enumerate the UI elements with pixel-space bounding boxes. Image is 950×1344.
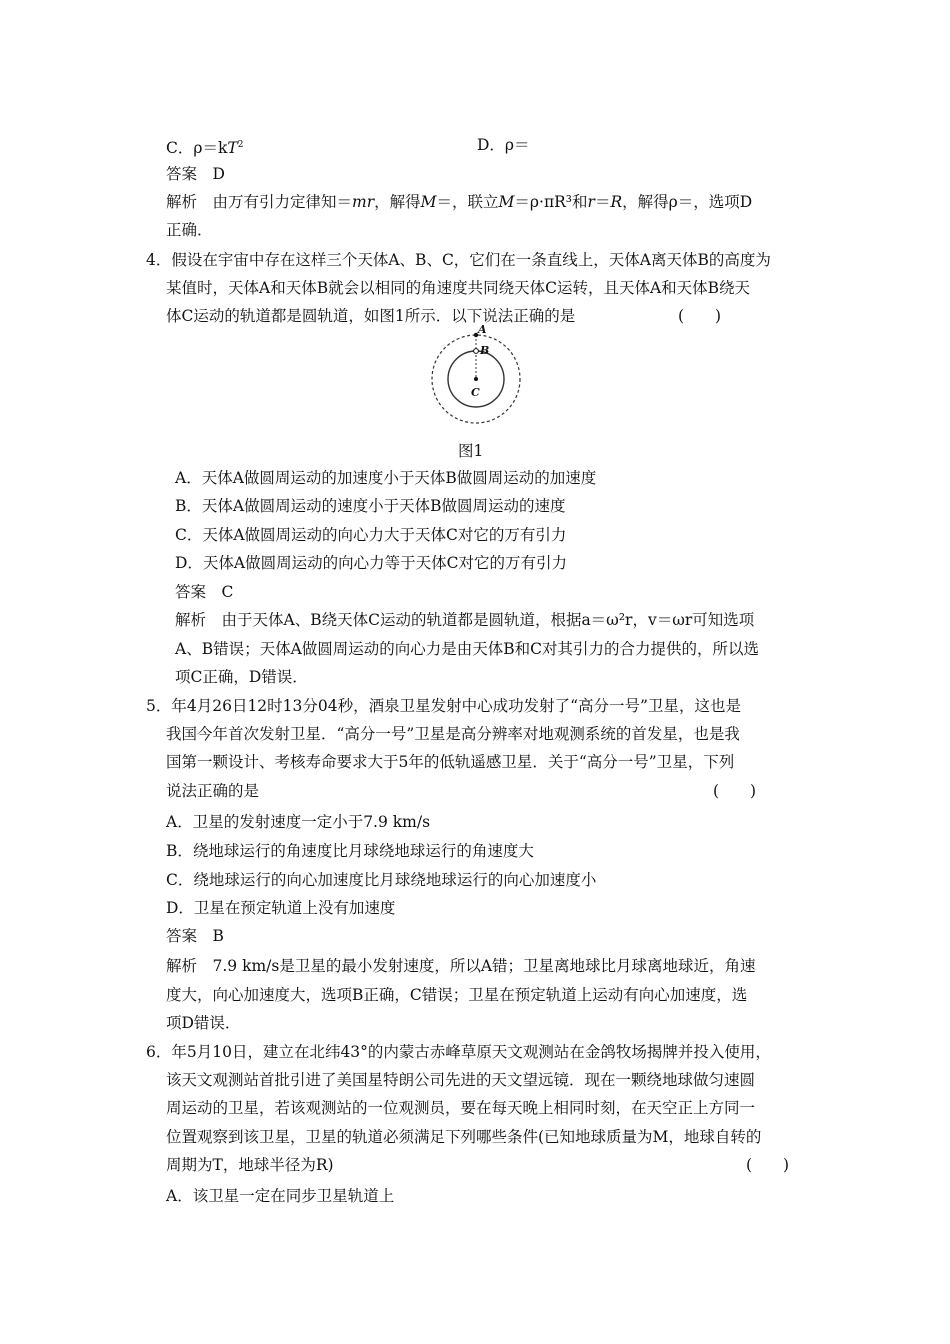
q4-stem-line3: 体C运动的轨道都是圆轨道，如图1所示．以下说法正确的是 bbox=[166, 307, 576, 325]
q5-stem-line4: 说法正确的是 bbox=[166, 782, 260, 800]
q4-stem-line2: 某值时，天体A和天体B就会以相同的角速度共同绕天体C运转，且天体A和天体B绕天 bbox=[166, 279, 751, 297]
q3-option-d: D．ρ＝ bbox=[477, 136, 530, 154]
q3-explanation-line1: 解析 由万有引力定律知＝mr，解得M＝，联立M＝ρ·πR³和r＝R，解得ρ＝，选项D bbox=[166, 193, 753, 211]
q4-stem-line1: 4．假设在宇宙中存在这样三个天体A、B、C，它们在一条直线上，天体A离天体B的高度为 bbox=[146, 251, 771, 269]
q5-explanation-line2: 度大，向心加速度大，选项B正确，C错误；卫星在预定轨道上运动有向心加速度，选 bbox=[166, 986, 748, 1004]
q3-answer: 答案 D bbox=[166, 165, 225, 183]
q5-stem-line3: 国第一颗设计、考核寿命要求大于5年的低轨遥感卫星．关于“高分一号”卫星，下列 bbox=[166, 753, 735, 771]
q5-stem-line1: 5．年4月26日12时13分04秒，酒泉卫星发射中心成功发射了“高分一号”卫星，这也是 bbox=[146, 697, 741, 715]
q4-explanation-line3: 项C正确，D错误． bbox=[175, 668, 308, 686]
q6-stem-line5: 周期为T，地球半径为R) bbox=[166, 1156, 334, 1174]
label-a: A bbox=[478, 324, 487, 336]
q4-answer: 答案 C bbox=[175, 583, 234, 601]
q5-explanation-line1: 解析 7.9 km/s是卫星的最小发射速度，所以A错；卫星离地球比月球离地球近，角速 bbox=[166, 957, 756, 975]
q3-explanation-line2: 正确． bbox=[166, 221, 213, 239]
q6-stem-line3: 周运动的卫星，若该观测站的一位观测员，要在每天晚上相同时刻，在天空正上方同一 bbox=[166, 1099, 756, 1117]
q4-option-a: A．天体A做圆周运动的加速度小于天体B做圆周运动的加速度 bbox=[175, 469, 597, 487]
q4-figure-orbits bbox=[426, 324, 526, 430]
q5-answer-bracket: ( ) bbox=[713, 782, 757, 800]
q4-answer-bracket: ( ) bbox=[678, 307, 722, 325]
q4-explanation-line2: A、B错误；天体A做圆周运动的向心力是由天体B和C对其引力的合力提供的，所以选 bbox=[175, 640, 760, 658]
q4-option-b: B．天体A做圆周运动的速度小于天体B做圆周运动的速度 bbox=[175, 497, 566, 515]
q5-stem-line2: 我国今年首次发射卫星．“高分一号”卫星是高分辨率对地观测系统的首发星，也是我 bbox=[166, 725, 740, 743]
q4-explanation-line1: 解析 由于天体A、B绕天体C运动的轨道都是圆轨道，根据a＝ω²r，v＝ωr可知选项 bbox=[175, 611, 755, 629]
q4-option-c: C．天体A做圆周运动的向心力大于天体C对它的万有引力 bbox=[175, 526, 567, 544]
q5-option-b: B．绕地球运行的角速度比月球绕地球运行的角速度大 bbox=[166, 842, 534, 860]
q4-figure-caption: 图1 bbox=[458, 442, 484, 460]
q5-explanation-line3: 项D错误． bbox=[166, 1014, 241, 1032]
body-c-dot bbox=[474, 377, 478, 381]
q6-stem-line2: 该天文观测站首批引进了美国星特朗公司先进的天文望远镜．现在一颗绕地球做匀速圆 bbox=[166, 1071, 756, 1089]
q5-option-d: D．卫星在预定轨道上没有加速度 bbox=[166, 899, 396, 917]
q5-option-c: C．绕地球运行的向心加速度比月球绕地球运行的向心加速度小 bbox=[166, 871, 597, 889]
label-c: C bbox=[471, 386, 480, 399]
q5-option-a: A．卫星的发射速度一定小于7.9 km/s bbox=[166, 813, 431, 831]
q6-answer-bracket: ( ) bbox=[746, 1156, 790, 1174]
body-b-dot bbox=[474, 349, 479, 354]
q6-option-a: A．该卫星一定在同步卫星轨道上 bbox=[166, 1187, 395, 1205]
q6-stem-line4: 位置观察到该卫星，卫星的轨道必须满足下列哪些条件(已知地球质量为M，地球自转的 bbox=[166, 1128, 762, 1146]
q5-answer: 答案 B bbox=[166, 927, 224, 945]
q3-option-c: C．$\rho=kT^2$ bbox=[166, 139, 244, 157]
q4-option-d: D．天体A做圆周运动的向心力等于天体C对它的万有引力 bbox=[175, 554, 567, 572]
label-b: B bbox=[480, 344, 490, 357]
q6-stem-line1: 6．年5月10日，建立在北纬43°的内蒙古赤峰草原天文观测站在金鸽牧场揭牌并投入使用， bbox=[146, 1043, 771, 1061]
